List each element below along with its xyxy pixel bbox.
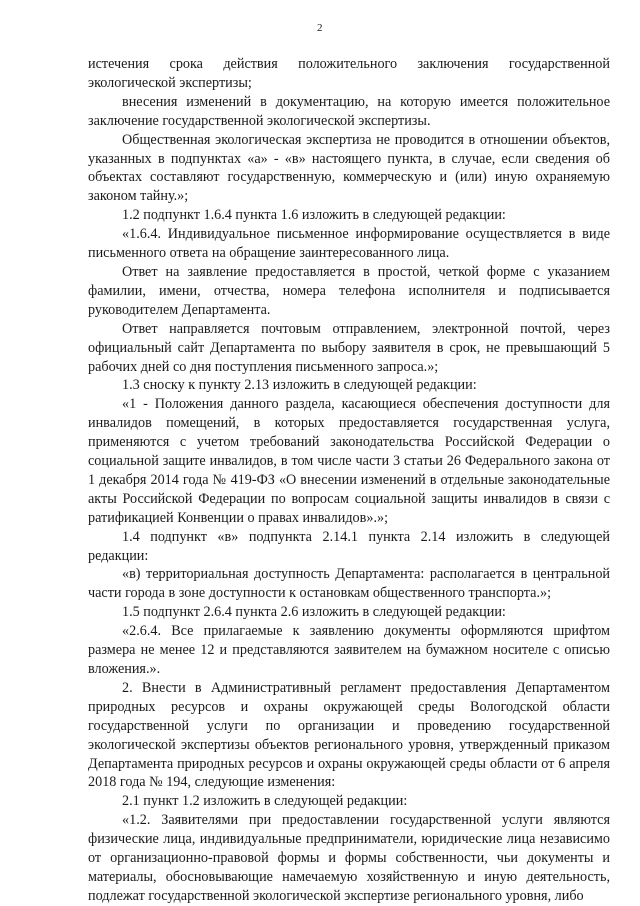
paragraph-1-6-4: «1.6.4. Индивидуальное письменное информирование осуществляется в виде письменного ответа на обращение заинтересованного лица. [88, 226, 610, 262]
page-number: 2 [317, 22, 323, 34]
paragraph-1-2-applicants: «1.2. Заявителями при предоставлении государственной услуги являются физические лица, индивидуальные предприниматели, юридические лица независимо от организационно-правовой формы и формы собственности, чьи документы и материалы, обосновывающие намечаемую хозяйственную и иную деятельность, подлежат государственной экологической экспертизе регионального уровня, либо [88, 812, 610, 904]
paragraph-2-6-4: «2.6.4. Все прилагаемые к заявлению документы оформляются шрифтом размера не менее 12 и представляются заявителем на бумажном носителе с описью вложения.». [88, 623, 610, 677]
paragraph-footnote: «1 - Положения данного раздела, касающиеся обеспечения доступности для инвалидов помещений, в которых предоставляется государственная услуга, применяются с учетом требований законодательства Российской Федерации о социальной защите инвалидов, в том числе части 3 статьи 26 Федерального закона от 1 декабря 2014 года № 419-ФЗ «О внесении изменений в отдельные законодательные акты Российской Федерации по вопросам социальной защиты инвалидов в связи с ратификацией Конвенции о правах инвалидов».»; [88, 396, 610, 526]
paragraph-item-1-2: 1.2 подпункт 1.6.4 пункта 1.6 изложить в следующей редакции: [122, 207, 506, 224]
paragraph-amendments: внесения изменений в документацию, на которую имеется положительное заключение государственной экологической экспертизы. [88, 93, 610, 129]
paragraph-answer-delivery: Ответ направляется почтовым отправлением, электронной почтой, через официальный сайт Департамента по выбору заявителя в срок, не превышающий 5 рабочих дней со дня поступления письменного запроса.»; [88, 320, 610, 375]
paragraph-accessibility: «в) территориальная доступность Департамента: располагается в центральной части города в зоне доступности к остановкам общественного транспорта.»; [88, 566, 610, 602]
paragraph-expiry: истечения срока действия положительного заключения государственной экологической экспертизы; [88, 56, 610, 91]
paragraph-item-1-4: 1.4 подпункт «в» подпункта 2.14.1 пункта 2.14 изложить в следующей редакции: [88, 528, 610, 564]
paragraph-section-2: 2. Внести в Административный регламент предоставления Департаментом природных ресурсов и охраны окружающей среды Вологодской области государственной услуги по организации и проведению государственной экологической экспертизы объектов регионального уровня, утвержденный приказом Департамента природных ресурсов и охраны окружающей среды области от 6 апреля 2018 года № 194, следующие изменения: [88, 679, 610, 791]
paragraph-public-expertise: Общественная экологическая экспертиза не проводится в отношении объектов, указанных в подпунктах «а» - «в» настоящего пункта, в случае, если сведения об объектах составляют государственную, коммерческую и (или) иную охраняемую законом тайну.»; [88, 131, 610, 205]
paragraph-item-1-5: 1.5 подпункт 2.6.4 пункта 2.6 изложить в следующей редакции: [122, 604, 506, 621]
paragraph-item-1-3: 1.3 сноску к пункту 2.13 изложить в следующей редакции: [122, 377, 477, 394]
paragraph-item-2-1: 2.1 пункт 1.2 изложить в следующей редакции: [122, 793, 408, 810]
paragraph-answer-form: Ответ на заявление предоставляется в простой, четкой форме с указанием фамилии, имени, отчества, номера телефона исполнителя и подписывается руководителем Департамента. [88, 263, 610, 318]
document-body [88, 55, 610, 906]
